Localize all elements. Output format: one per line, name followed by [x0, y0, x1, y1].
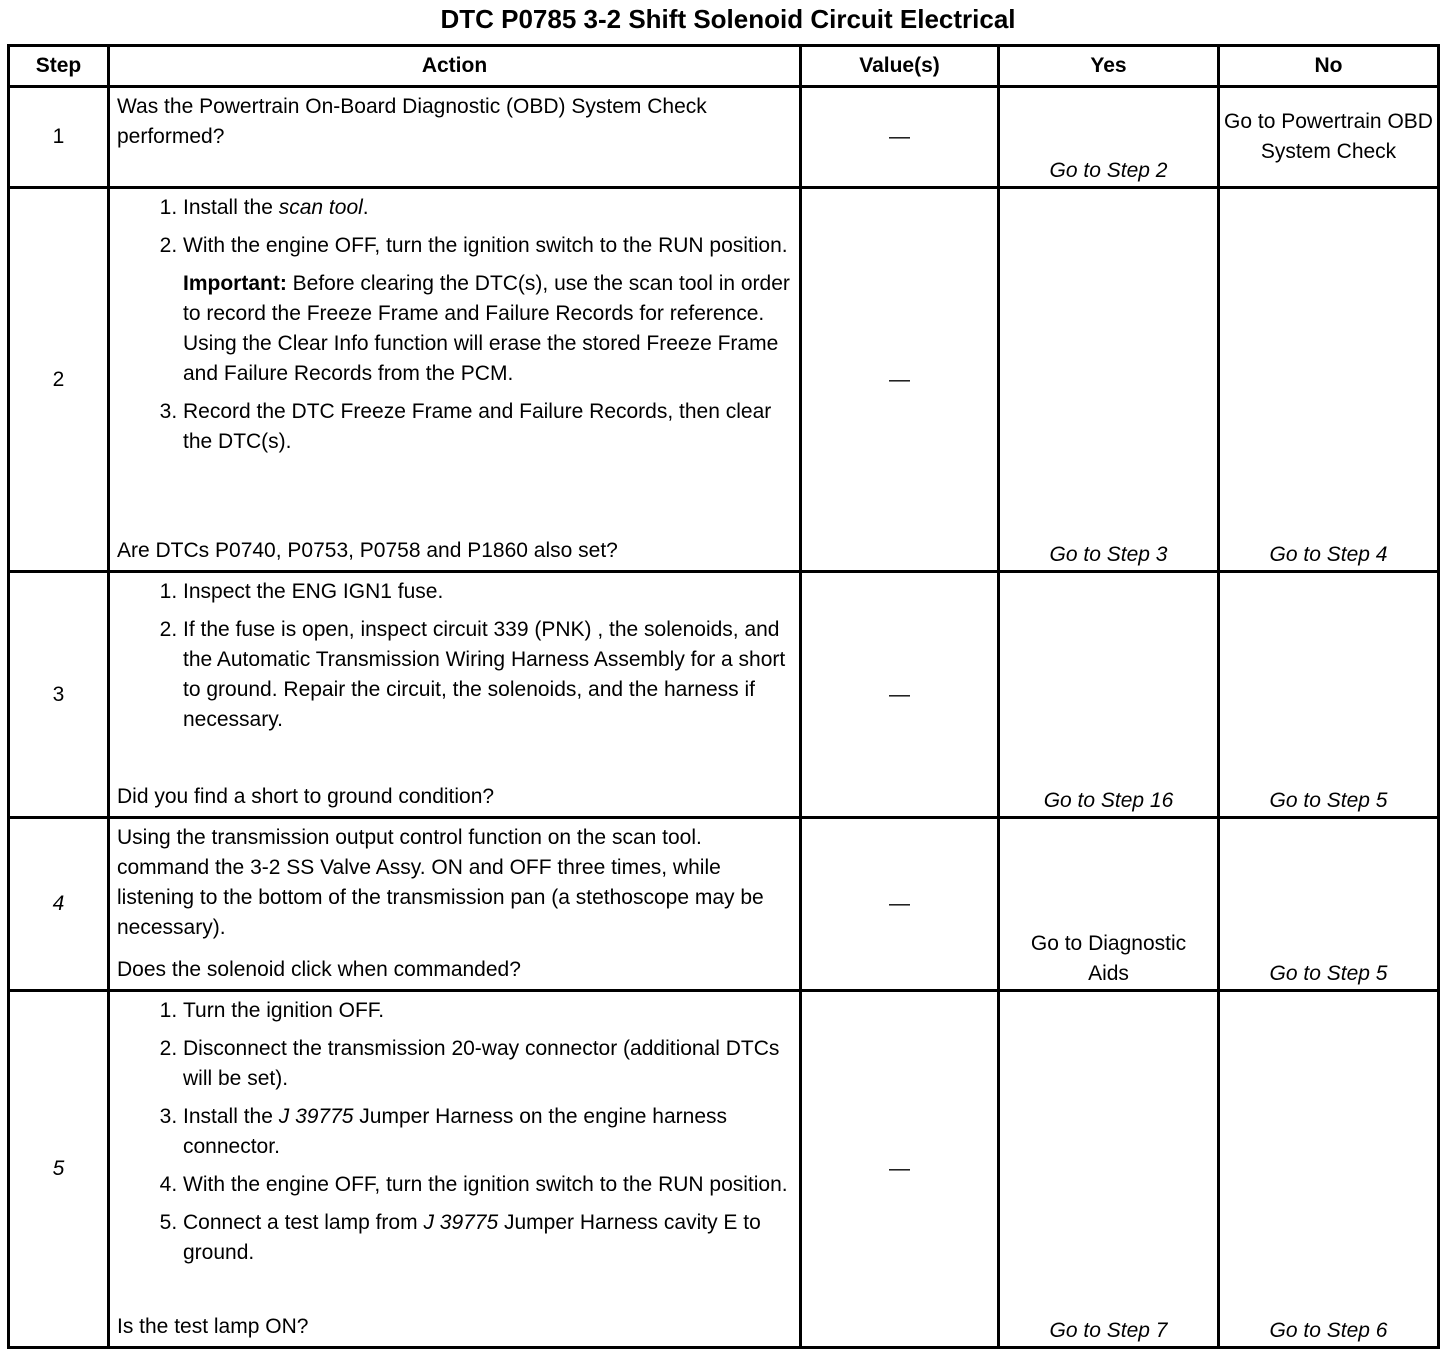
- action-cell: [109, 818, 801, 991]
- header-step: Step: [9, 46, 109, 87]
- list-item: 3. Record the DTC Freeze Frame and Failure Records, then clear the DTC(s).: [183, 397, 793, 457]
- list-item: 5. Connect a test lamp from J 39775 Jumper Harness cavity E to ground.: [183, 1208, 793, 1268]
- action-cell: [109, 188, 801, 572]
- list-item: 2. Disconnect the transmission 20-way connector (additional DTCs will be set).: [183, 1034, 793, 1094]
- table-row: [9, 87, 1439, 188]
- header-no: No: [1219, 46, 1439, 87]
- action-cell: [109, 572, 801, 818]
- no-link[interactable]: Go to Powertrain OBD System Check: [1219, 87, 1439, 188]
- table-row: [9, 818, 1439, 991]
- no-link[interactable]: Go to Step 6: [1219, 991, 1439, 1348]
- scan-tool-term: scan tool: [278, 196, 363, 219]
- value-cell: —: [801, 991, 999, 1348]
- step-number: 2: [9, 188, 109, 572]
- action-steps: [117, 996, 793, 1268]
- header-action: Action: [109, 46, 801, 87]
- action-question: Is the test lamp ON?: [117, 1315, 309, 1338]
- tool-number: J 39775: [278, 1105, 354, 1128]
- list-item: 3. Install the J 39775 Jumper Harness on the engine harness connector.: [183, 1102, 793, 1162]
- diagnostic-table: [7, 44, 1440, 1349]
- tool-number: J 39775: [423, 1211, 499, 1234]
- header-yes: Yes: [999, 46, 1219, 87]
- action-question: Does the solenoid click when commanded?: [117, 958, 521, 981]
- list-item: 2. If the fuse is open, inspect circuit 339 (PNK) , the solenoids, and the Automatic Transmission Wiring Harness Assembly for a short to ground. Repair the circuit, the solenoids, and the harness if necessary.: [183, 615, 793, 735]
- header-row: [9, 46, 1439, 87]
- value-cell: —: [801, 87, 999, 188]
- table-row: [9, 572, 1439, 818]
- yes-link[interactable]: Go to Step 3: [999, 188, 1219, 572]
- yes-link[interactable]: Go to Diagnostic Aids: [999, 818, 1219, 991]
- action-steps: [117, 577, 793, 743]
- action-cell: [109, 87, 801, 188]
- action-question: Are DTCs P0740, P0753, P0758 and P1860 also set?: [117, 539, 618, 562]
- list-item: 2. With the engine OFF, turn the ignition switch to the RUN position.: [183, 231, 793, 261]
- yes-link[interactable]: Go to Step 16: [999, 572, 1219, 818]
- list-item: 4. With the engine OFF, turn the ignition switch to the RUN position.: [183, 1170, 793, 1200]
- list-item: 1. Install the scan tool.: [183, 193, 793, 223]
- yes-link[interactable]: Go to Step 2: [999, 87, 1219, 188]
- action-question: Was the Powertrain On-Board Diagnostic (OBD) System Check performed?: [117, 95, 707, 148]
- action-steps: [117, 193, 793, 261]
- action-cell: [109, 991, 801, 1348]
- step-number: 3: [9, 572, 109, 818]
- important-note: Important: Before clearing the DTC(s), use the scan tool in order to record the Freeze Frame and Failure Records for reference. Using the Clear Info function will erase the stored Freeze Frame and Failure Records from the PCM.: [183, 272, 790, 385]
- table-row: [9, 991, 1439, 1348]
- step-number: 4: [9, 818, 109, 991]
- header-values: Value(s): [801, 46, 999, 87]
- value-cell: —: [801, 818, 999, 991]
- no-link[interactable]: Go to Step 5: [1219, 818, 1439, 991]
- step-number: 1: [9, 87, 109, 188]
- action-question: Did you find a short to ground condition?: [117, 785, 495, 808]
- action-text: Using the transmission output control function on the scan tool. command the 3-2 SS Valve Assy. ON and OFF three times, while listening to the bottom of the transmission pan (a stethoscope may be necessary).: [117, 826, 764, 939]
- no-link[interactable]: Go to Step 5: [1219, 572, 1439, 818]
- page-title: DTC P0785 3-2 Shift Solenoid Circuit Electrical: [440, 4, 1016, 34]
- value-cell: —: [801, 188, 999, 572]
- action-steps: [117, 397, 793, 457]
- value-cell: —: [801, 572, 999, 818]
- table-row: [9, 188, 1439, 572]
- list-item: 1. Turn the ignition OFF.: [183, 996, 793, 1026]
- step-number: 5: [9, 991, 109, 1348]
- no-link[interactable]: Go to Step 4: [1219, 188, 1439, 572]
- list-item: 1. Inspect the ENG IGN1 fuse.: [183, 577, 793, 607]
- yes-link[interactable]: Go to Step 7: [999, 991, 1219, 1348]
